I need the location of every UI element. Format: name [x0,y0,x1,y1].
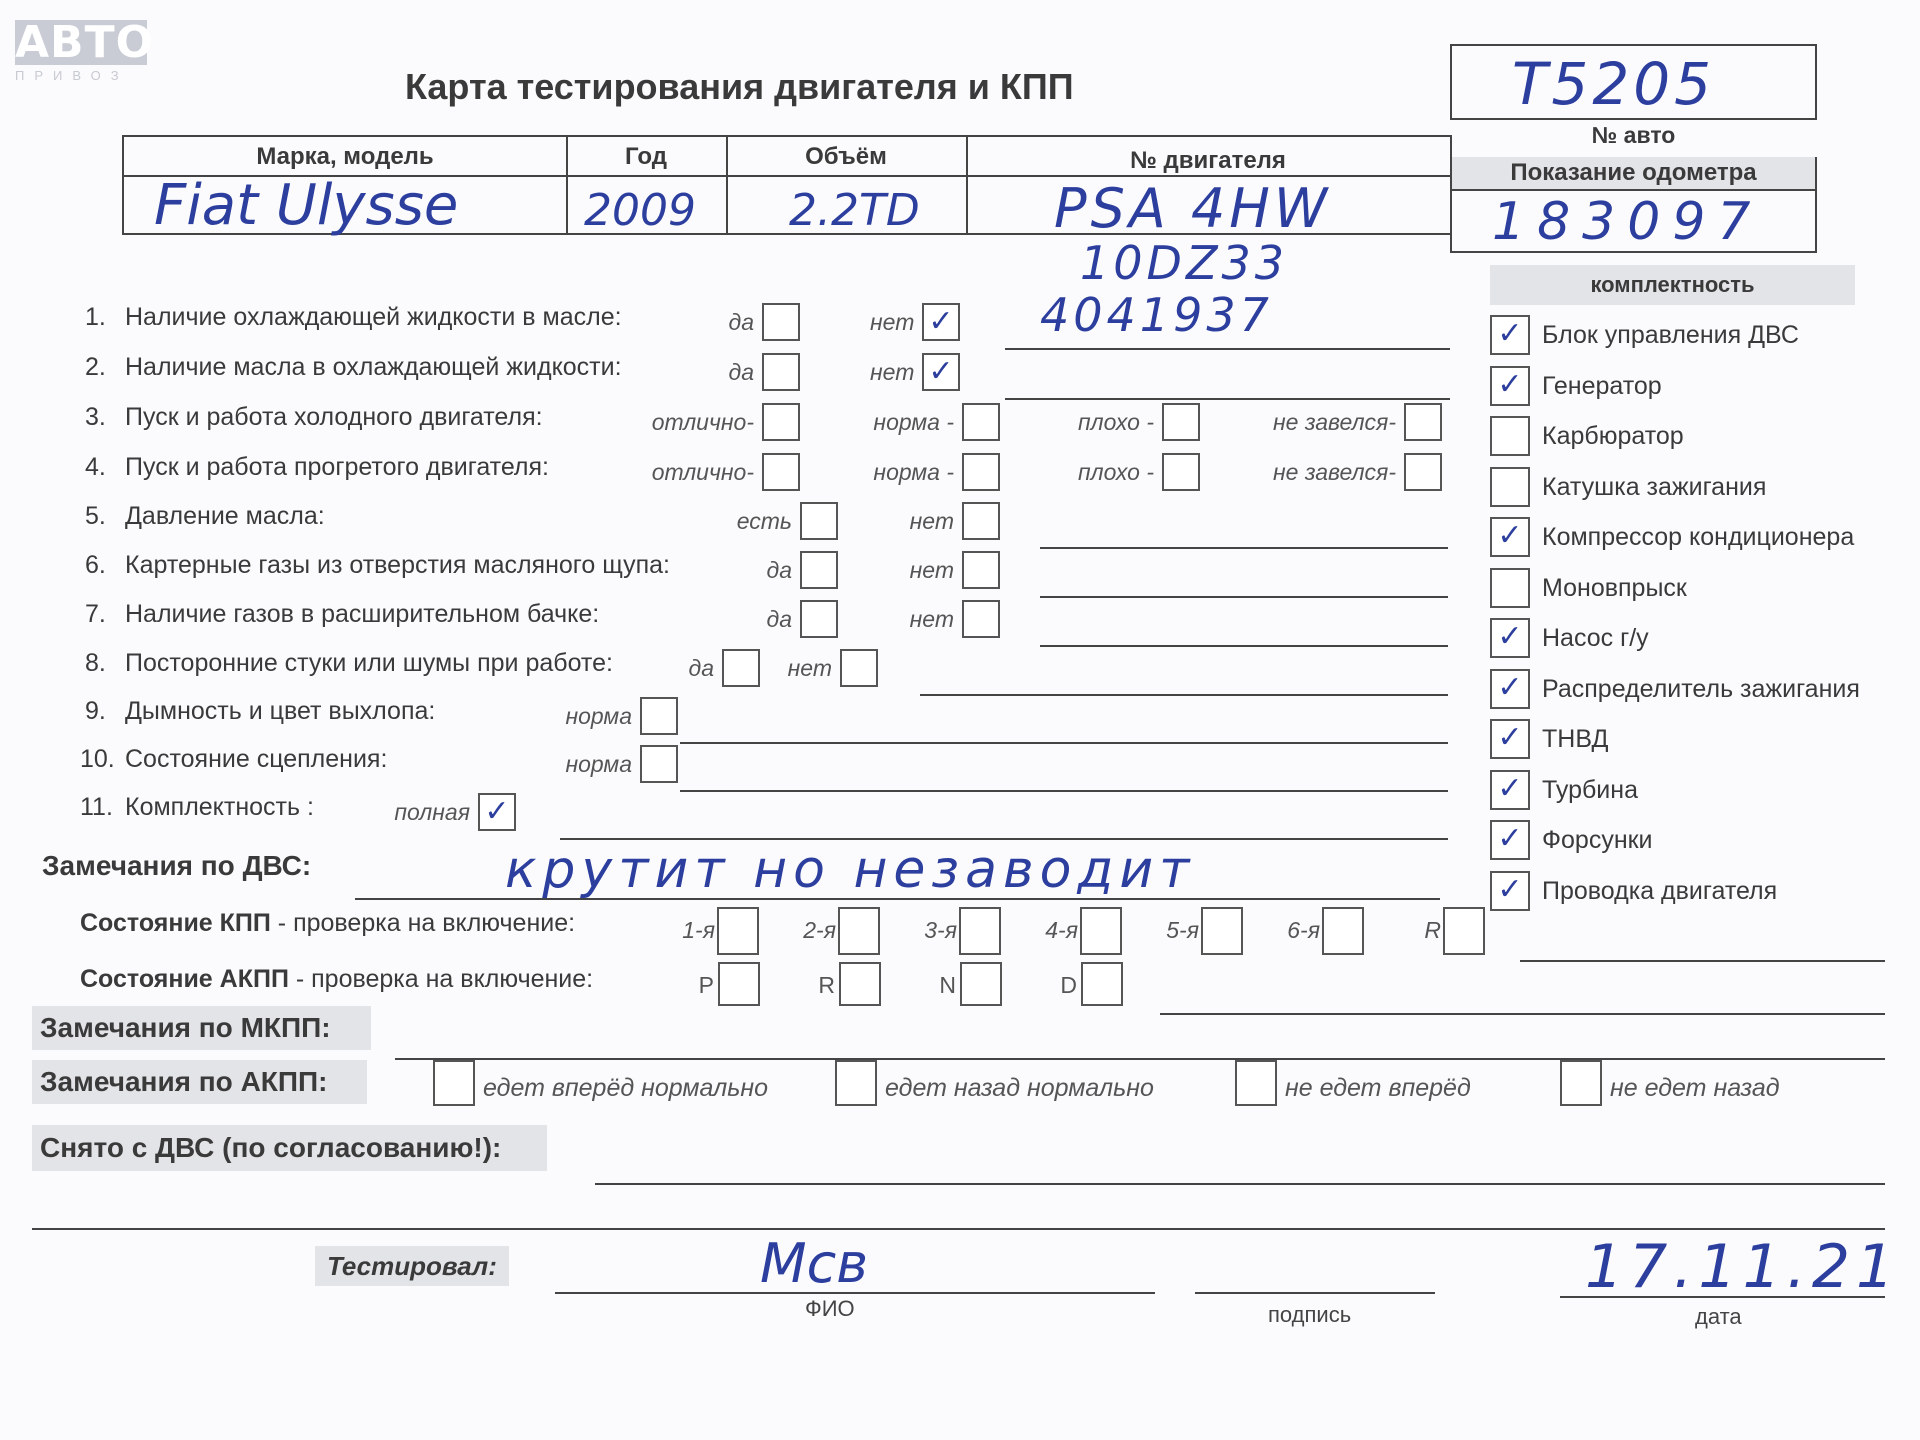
akpp-gear-label: N [939,972,956,998]
logo: АВТО [15,17,155,68]
answer-line [1040,645,1448,647]
option-checkbox[interactable] [1404,453,1442,491]
option-label: да [766,606,792,632]
option-checkbox[interactable] [962,453,1000,491]
completeness-item-label: Насос г/у [1542,624,1649,652]
option-label: да [766,557,792,583]
completeness-checkbox[interactable] [1490,770,1530,810]
akpp-gear-checkbox[interactable] [718,962,760,1006]
answer-line [680,742,1448,744]
akpp-remark-checkbox[interactable] [1560,1060,1602,1106]
odometer-box [1450,189,1817,253]
completeness-item-label: Блок управления ДВС [1542,321,1799,349]
vehicle-table [122,135,1452,240]
completeness-checkbox[interactable] [1490,366,1530,406]
option-label: да [688,655,714,681]
kpp-gear-checkbox[interactable] [1443,907,1485,955]
option-label: нет [909,606,954,632]
question-number: 7. [85,600,106,628]
option-checkbox[interactable] [640,697,678,735]
akpp-remark-label: не едет вперёд [1285,1074,1471,1102]
option-label: плохо - [1078,409,1154,435]
option-label: плохо - [1078,459,1154,485]
akpp-line [1160,1013,1885,1015]
removed-line-1 [595,1183,1885,1185]
kpp-gear-label: 6-я [1287,917,1320,943]
auto-number-value: T5205 [1512,50,1716,118]
remarks-dvs-label: Замечания по ДВС: [42,850,312,881]
option-checkbox[interactable] [922,353,960,391]
option-label: нет [909,508,954,534]
akpp-remark-checkbox[interactable] [1235,1060,1277,1106]
question-number: 3. [85,403,106,431]
logo-subtitle: ПРИВОЗ [15,68,129,83]
option-checkbox[interactable] [762,453,800,491]
answer-line [1040,596,1448,598]
option-checkbox[interactable] [1162,453,1200,491]
option-label: полная [394,799,470,825]
kpp-gear-checkbox[interactable] [838,907,880,955]
question-text: Картерные газы из отверстия масляного щупа: [125,551,670,579]
option-label: да [728,359,754,385]
remarks-mkpp-label: Замечания по МКПП: [32,1006,371,1050]
answer-line [1040,547,1448,549]
completeness-item-label: Генератор [1542,371,1662,400]
option-label: норма - [873,409,954,435]
option-label: нет [870,309,915,335]
kpp-gear-checkbox[interactable] [959,907,1001,955]
option-checkbox[interactable] [762,303,800,341]
kpp-line [1520,960,1885,962]
value-year: 2009 [584,185,696,236]
option-checkbox[interactable] [800,551,838,589]
question-text: Давление масла: [125,502,325,530]
question-text: Пуск и работа прогретого двигателя: [125,453,549,481]
option-checkbox[interactable] [962,551,1000,589]
fio-value: Мсв [760,1232,869,1295]
akpp-gear-label: P [698,972,714,998]
engine-extra-2: 4041937 [1040,288,1273,342]
removed-label: Снято с ДВС (по согласованию!): [32,1125,547,1171]
header-engine-no: № двигателя [1130,147,1286,174]
auto-number-label: № авто [1591,122,1676,148]
signature-line [1195,1292,1435,1294]
remarks-dvs-value: крутит но незаводит [505,840,1196,900]
check-mark: ✓ [1497,366,1523,402]
completeness-checkbox[interactable] [1490,719,1530,759]
odometer-label: Показание одометра [1450,157,1817,189]
kpp-gear-label: 1-я [682,917,715,943]
question-number: 6. [85,551,106,579]
check-mark: ✓ [484,794,510,829]
completeness-checkbox[interactable] [1490,315,1530,355]
akpp-gear-label: R [818,972,835,998]
answer-line [920,694,1448,696]
option-label: не завелся- [1272,409,1396,435]
check-mark: ✓ [1497,619,1523,654]
question-number: 2. [85,353,106,381]
question-text: Состояние сцепления: [125,745,388,773]
option-checkbox[interactable] [962,502,1000,540]
check-mark: ✓ [928,354,954,389]
question-number: 1. [85,303,106,331]
auto-number-box [1450,44,1817,120]
question-number: 10. [80,745,115,773]
completeness-checkbox[interactable] [1490,416,1530,456]
completeness-checkbox[interactable] [1490,568,1530,608]
check-mark: ✓ [1497,770,1523,806]
completeness-checkbox[interactable] [1490,517,1530,557]
option-checkbox[interactable] [922,303,960,341]
check-mark: ✓ [1497,871,1523,907]
fio-caption: ФИО [805,1296,855,1321]
completeness-item-label: Катушка зажигания [1542,472,1767,501]
completeness-item-label: Моновпрыск [1542,573,1687,602]
option-checkbox[interactable] [800,502,838,540]
kpp-gear-checkbox[interactable] [1080,907,1122,955]
completeness-title: комплектность [1490,265,1855,305]
akpp-remark-checkbox[interactable] [433,1060,475,1106]
completeness-item-label: Распределитель зажигания [1542,674,1860,703]
akpp-gear-checkbox[interactable] [839,962,881,1006]
option-label: отлично- [651,409,754,435]
remarks-akpp-label: Замечания по АКПП: [32,1060,367,1104]
option-checkbox[interactable] [962,403,1000,441]
tested-label: Тестировал: [315,1246,509,1286]
question-number: 4. [85,453,106,481]
completeness-checkbox[interactable] [1490,669,1530,709]
akpp-remark-label: едет вперёд нормально [483,1074,769,1102]
option-label: нет [909,557,954,583]
akpp-remark-checkbox[interactable] [835,1060,877,1106]
completeness-item-label: Компрессор кондиционера [1542,523,1855,551]
akpp-label: Состояние АКПП - проверка на включение: [80,965,594,993]
akpp-gear-label: D [1060,972,1077,998]
option-label: есть [736,508,792,534]
question-number: 9. [85,697,106,725]
answer-line [1005,348,1450,350]
question-text: Наличие масла в охлаждающей жидкости: [125,353,622,381]
kpp-label: Состояние КПП - проверка на включение: [80,909,576,937]
engine-extra-1: 10DZ33 [1080,236,1288,290]
question-text: Пуск и работа холодного двигателя: [125,403,543,431]
date-caption: дата [1695,1304,1742,1329]
kpp-gear-checkbox[interactable] [1201,907,1243,955]
option-checkbox[interactable] [1162,403,1200,441]
check-mark: ✓ [1497,316,1523,351]
option-checkbox[interactable] [1404,403,1442,441]
value-engine-no: PSA 4HW [1054,177,1332,240]
kpp-gear-label: 2-я [803,917,836,943]
question-text: Дымность и цвет выхлопа: [125,697,436,725]
question-number: 5. [85,502,106,530]
question-text: Наличие газов в расширительном бачке: [125,600,600,628]
completeness-item-label: Турбина [1542,775,1638,804]
option-label: норма - [873,459,954,485]
date-value: 17.11.21 [1585,1232,1901,1302]
completeness-checkbox[interactable] [1490,871,1530,911]
option-checkbox[interactable] [800,600,838,638]
kpp-gear-checkbox[interactable] [1322,907,1364,955]
check-mark: ✓ [1497,720,1523,755]
question-text: Комплектность : [125,793,314,821]
completeness-checkbox[interactable] [1490,618,1530,658]
option-label: отлично- [651,459,754,485]
option-label: нет [870,359,915,385]
removed-line-2 [32,1228,1885,1230]
check-mark: ✓ [1497,821,1523,856]
check-mark: ✓ [1497,518,1523,553]
check-mark: ✓ [1497,669,1523,705]
page-title: Карта тестирования двигателя и КПП [405,66,1074,107]
option-label: норма [565,703,632,729]
odometer-value: 183097 [1492,192,1763,252]
option-checkbox[interactable] [478,793,516,831]
option-checkbox[interactable] [640,745,678,783]
option-checkbox[interactable] [762,353,800,391]
completeness-item-label: ТНВД [1542,725,1609,753]
option-label: не завелся- [1272,459,1396,485]
answer-line [1005,398,1450,400]
option-label: нет [787,655,832,681]
completeness-item-label: Форсунки [1542,826,1653,854]
akpp-gear-checkbox[interactable] [1081,962,1123,1006]
completeness-checkbox[interactable] [1490,820,1530,860]
kpp-gear-label: 5-я [1166,917,1199,943]
check-mark: ✓ [928,304,954,339]
header-volume: Объём [805,143,887,170]
akpp-remark-label: не едет назад [1610,1074,1780,1102]
completeness-checkbox[interactable] [1490,467,1530,507]
akpp-remark-label: едет назад нормально [885,1074,1154,1102]
value-make-model: Fiat Ulysse [154,173,459,238]
question-text: Наличие охлаждающей жидкости в масле: [125,303,622,331]
kpp-gear-label: 3-я [924,917,957,943]
header-year: Год [625,143,667,170]
kpp-gear-label: 4-я [1045,917,1078,943]
signature-caption: подпись [1268,1302,1352,1327]
question-text: Посторонние стуки или шумы при работе: [125,649,613,677]
kpp-gear-label: R [1424,917,1441,943]
header-make-model: Марка, модель [256,143,434,170]
remarks-mkpp-line [395,1058,1885,1060]
answer-line [680,790,1448,792]
question-number: 8. [85,649,106,677]
akpp-gear-checkbox[interactable] [960,962,1002,1006]
completeness-item-label: Проводка двигателя [1542,876,1778,905]
completeness-item-label: Карбюратор [1542,422,1684,450]
option-checkbox[interactable] [722,649,760,687]
value-volume: 2.2TD [789,185,920,236]
question-number: 11. [80,793,113,821]
option-checkbox[interactable] [840,649,878,687]
option-checkbox[interactable] [962,600,1000,638]
option-label: да [728,309,754,335]
option-checkbox[interactable] [762,403,800,441]
kpp-gear-checkbox[interactable] [717,907,759,955]
option-label: норма [565,751,632,777]
